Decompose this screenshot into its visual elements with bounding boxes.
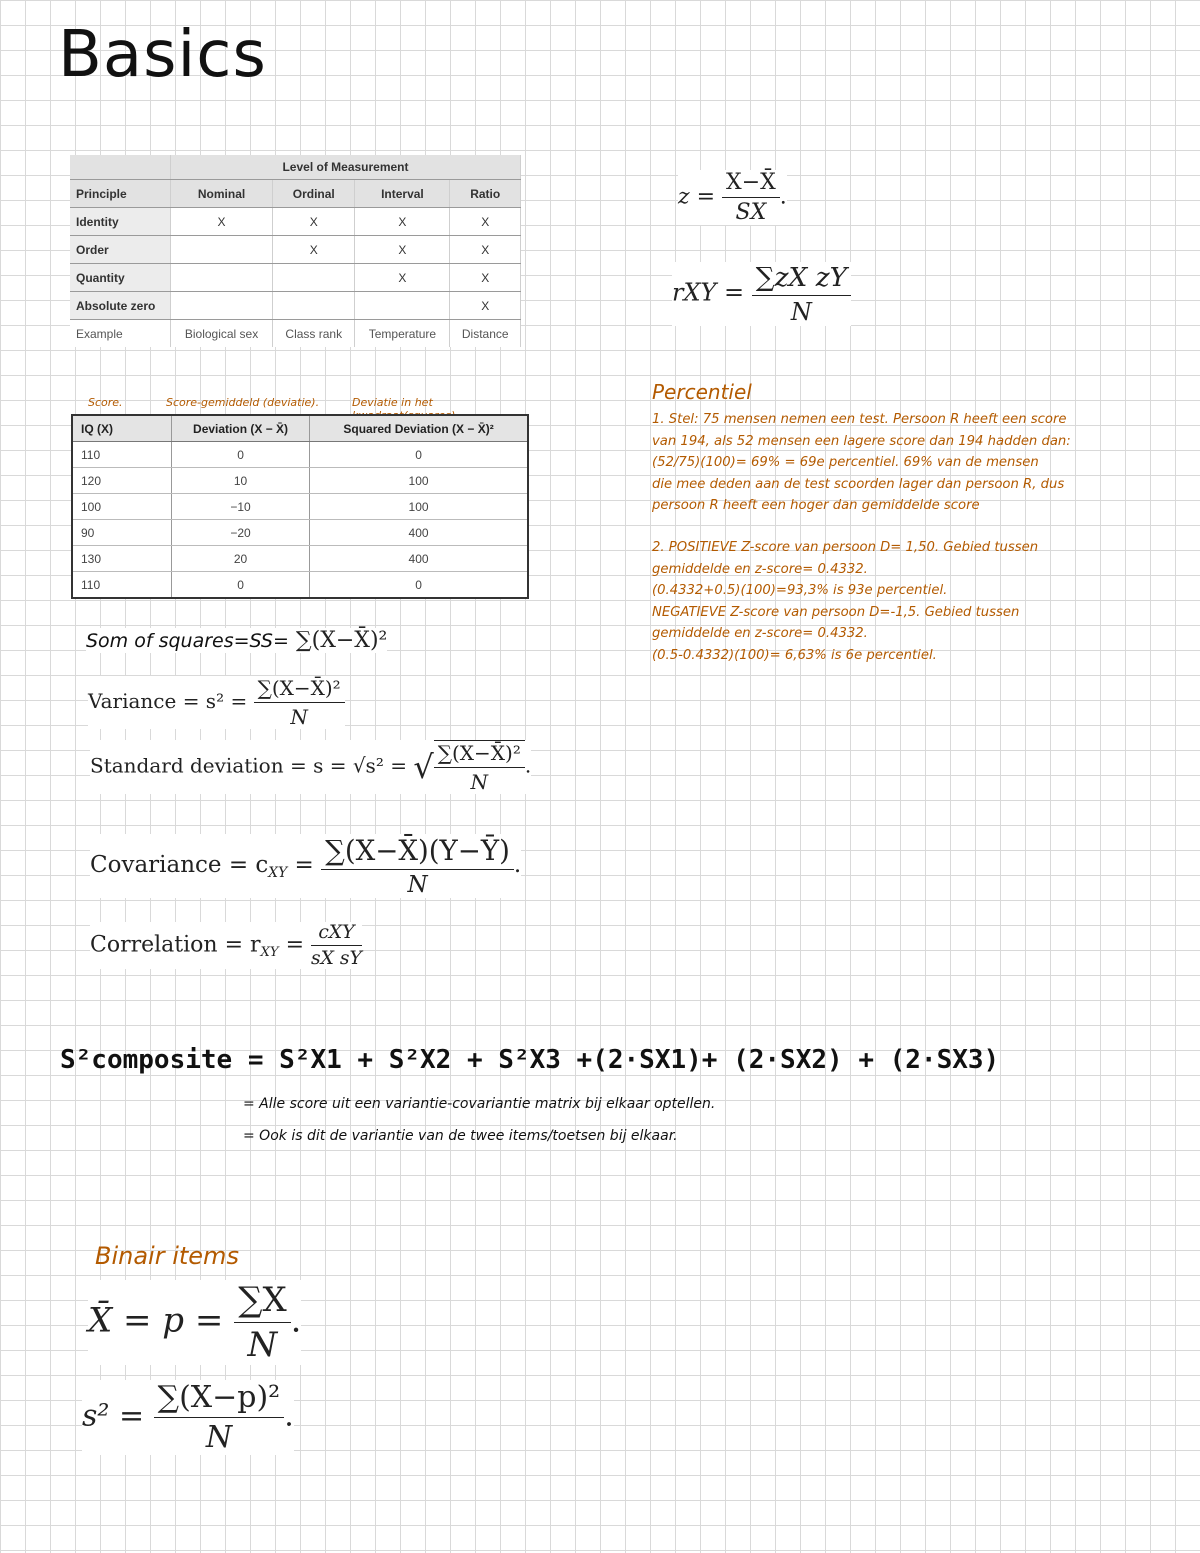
formula-subscript: XY	[268, 864, 288, 881]
row-label: Identity	[70, 208, 171, 236]
percentiel-line: (0.4332+0.5)(100)=93,3% is 93e percentiel.	[652, 583, 948, 598]
formula-numerator: ∑(X−X̄)²	[434, 741, 525, 768]
table-cell: 20	[172, 546, 310, 572]
table-row	[70, 292, 521, 320]
deviation-annotations	[86, 396, 536, 412]
percentiel-line: 1. Stel: 75 mensen nemen een test. Persoon R heeft een score	[652, 412, 1067, 427]
table-cell: 110	[72, 442, 172, 468]
percentiel-line: gemiddelde en z-score= 0.4332.	[652, 562, 868, 577]
table-row	[70, 320, 521, 348]
table-cell	[273, 292, 355, 320]
page-title: Basics	[58, 18, 267, 92]
formula-numerator: ∑(X−X̄)²	[254, 676, 345, 703]
percentiel-line: van 194, als 52 mensen een lagere score dan 194 hadden dan:	[652, 434, 1071, 449]
formula-label: Som of squares=SS=	[86, 630, 289, 652]
table-cell	[171, 236, 273, 264]
formula-numerator: ∑(X−X̄)(Y−Ȳ)	[321, 834, 514, 870]
formula-denominator: N	[407, 872, 428, 898]
table-row	[70, 236, 521, 264]
principle-header: Principle	[70, 180, 171, 208]
table-cell: X	[273, 208, 355, 236]
formula-label: z =	[678, 184, 716, 210]
annotation: Score.	[88, 396, 123, 409]
standard-deviation-formula: Standard deviation = s = √s² = √ $\frac{\text{∑(X−X̄)²}}{N}$ .	[90, 741, 532, 794]
level-of-measurement-header: Level of Measurement	[171, 155, 521, 180]
column-header: Ordinal	[273, 180, 355, 208]
table-row	[72, 468, 528, 494]
percentiel-line: die mee deden aan de test scoorden lager dan persoon R, dus	[652, 477, 1065, 492]
covariance-formula: Covariance = $c_{XY}$ = $\frac{\sum(X-X̄)(Y-Ȳ)}{N}$ .	[90, 834, 522, 898]
table-row	[72, 442, 528, 468]
table-cell: Temperature	[355, 320, 450, 348]
table-cell: 0	[310, 442, 528, 468]
formula-denominator: SX	[735, 200, 767, 225]
composite-note: = Alle score uit een variantie-covariantie matrix bij elkaar optellen.	[243, 1096, 716, 1112]
table-cell: X	[450, 264, 521, 292]
formula-denominator: N	[470, 770, 489, 794]
formula-label: X̄ = p =	[88, 1300, 224, 1341]
table-cell: 100	[72, 494, 172, 520]
row-label: Order	[70, 236, 171, 264]
formula-label: Covariance = c	[90, 852, 269, 878]
table-cell: X	[171, 208, 273, 236]
composite-note: = Ook is dit de variantie van de twee items/toetsen bij elkaar.	[243, 1128, 678, 1144]
table-cell: −20	[172, 520, 310, 546]
table-cell: 100	[310, 494, 528, 520]
annotation: Deviatie in het	[352, 396, 433, 409]
column-header: IQ (X)	[72, 415, 172, 442]
correlation-formula: Correlation = $r_{XY}$ = $\frac{\text{cXY}}{\text{sX sY}}$	[90, 922, 362, 969]
row-label: Example	[70, 320, 171, 348]
column-header: Squared Deviation (X − X̄)²	[310, 415, 528, 442]
binary-variance-formula: s² = $\frac{\text{∑(X−p)²}}{N}$ .	[82, 1380, 294, 1455]
table-cell	[171, 264, 273, 292]
column-header: Ratio	[450, 180, 521, 208]
column-header: Deviation (X − X̄)	[172, 415, 310, 442]
formula-numerator: X−X̄	[722, 170, 780, 198]
column-header: Interval	[355, 180, 450, 208]
table-row	[72, 546, 528, 572]
percentiel-title: Percentiel	[652, 380, 752, 404]
table-cell: 130	[72, 546, 172, 572]
formula-expression: ∑(X−X̄)²	[295, 628, 388, 653]
formula-subscript: XY	[260, 945, 279, 961]
table-cell: 120	[72, 468, 172, 494]
variance-formula	[88, 676, 345, 729]
measurement-table	[70, 155, 521, 347]
table-cell: 400	[310, 520, 528, 546]
table-cell: Biological sex	[171, 320, 273, 348]
percentiel-line: gemiddelde en z-score= 0.4332.	[652, 626, 868, 641]
table-cell: X	[355, 236, 450, 264]
formula-numerator: ∑zX zY	[752, 262, 851, 296]
table-cell: Class rank	[273, 320, 355, 348]
table-cell	[355, 292, 450, 320]
table-row	[72, 520, 528, 546]
table-cell	[273, 264, 355, 292]
percentiel-line: (0.5-0.4332)(100)= 6,63% is 6e percentiel.	[652, 648, 937, 663]
table-cell	[171, 292, 273, 320]
formula-numerator: ∑(X−p)²	[154, 1380, 285, 1418]
table-cell: 100	[310, 468, 528, 494]
z-score-formula: z = $\frac{X-X̄}{SX}$ .	[678, 170, 787, 225]
table-cell: X	[450, 292, 521, 320]
table-cell: X	[273, 236, 355, 264]
table-row	[70, 208, 521, 236]
formula-label: Standard deviation = s = √s² =	[90, 753, 407, 778]
table-cell: 400	[310, 546, 528, 572]
row-label: Quantity	[70, 264, 171, 292]
table-cell: 90	[72, 520, 172, 546]
table-cell: −10	[172, 494, 310, 520]
deviation-table	[71, 414, 529, 599]
formula-numerator: ∑X	[234, 1280, 290, 1323]
percentiel-line: NEGATIEVE Z-score van persoon D=-1,5. Gebied tussen	[652, 605, 1020, 620]
formula-label: rXY =	[672, 278, 745, 307]
table-cell: X	[355, 208, 450, 236]
binair-items-title: Binair items	[95, 1242, 239, 1270]
row-label: Absolute zero	[70, 292, 171, 320]
table-cell: Distance	[450, 320, 521, 348]
composite-variance-formula: S²composite = S²X1 + S²X2 + S²X3 +(2·SX1)+ (2·SX2) + (2·SX3)	[60, 1045, 1000, 1075]
table-row	[72, 572, 528, 599]
binary-mean-formula: X̄ = p = $\frac{\sum X}{N}$ .	[88, 1280, 302, 1365]
formula-denominator: N	[790, 298, 812, 326]
table-cell: 0	[172, 572, 310, 599]
table-cell: X	[450, 208, 521, 236]
table-cell: X	[450, 236, 521, 264]
formula-denominator: sX sY	[311, 948, 362, 969]
formula-denominator: N	[290, 705, 308, 729]
r-xy-formula	[672, 262, 851, 326]
table-row	[72, 494, 528, 520]
formula-label: s² =	[82, 1398, 145, 1434]
table-cell: 0	[310, 572, 528, 599]
formula-numerator: cXY	[311, 922, 362, 946]
sum-of-squares-formula	[86, 628, 387, 653]
percentiel-line: persoon R heeft een hoger dan gemiddelde score	[652, 498, 980, 513]
annotation: Score-gemiddeld (deviatie).	[166, 396, 320, 409]
formula-label: Correlation = r	[90, 932, 261, 958]
percentiel-line: 2. POSITIEVE Z-score van persoon D= 1,50. Gebied tussen	[652, 540, 1039, 555]
table-cell: 10	[172, 468, 310, 494]
column-header: Nominal	[171, 180, 273, 208]
table-cell: X	[355, 264, 450, 292]
table-cell: 0	[172, 442, 310, 468]
table-row	[70, 264, 521, 292]
table-cell: 110	[72, 572, 172, 599]
percentiel-line: (52/75)(100)= 69% = 69e percentiel. 69% van de mensen	[652, 455, 1039, 470]
formula-denominator: N	[247, 1325, 278, 1365]
formula-label: Variance = s² =	[88, 689, 248, 713]
formula-denominator: N	[205, 1420, 233, 1455]
